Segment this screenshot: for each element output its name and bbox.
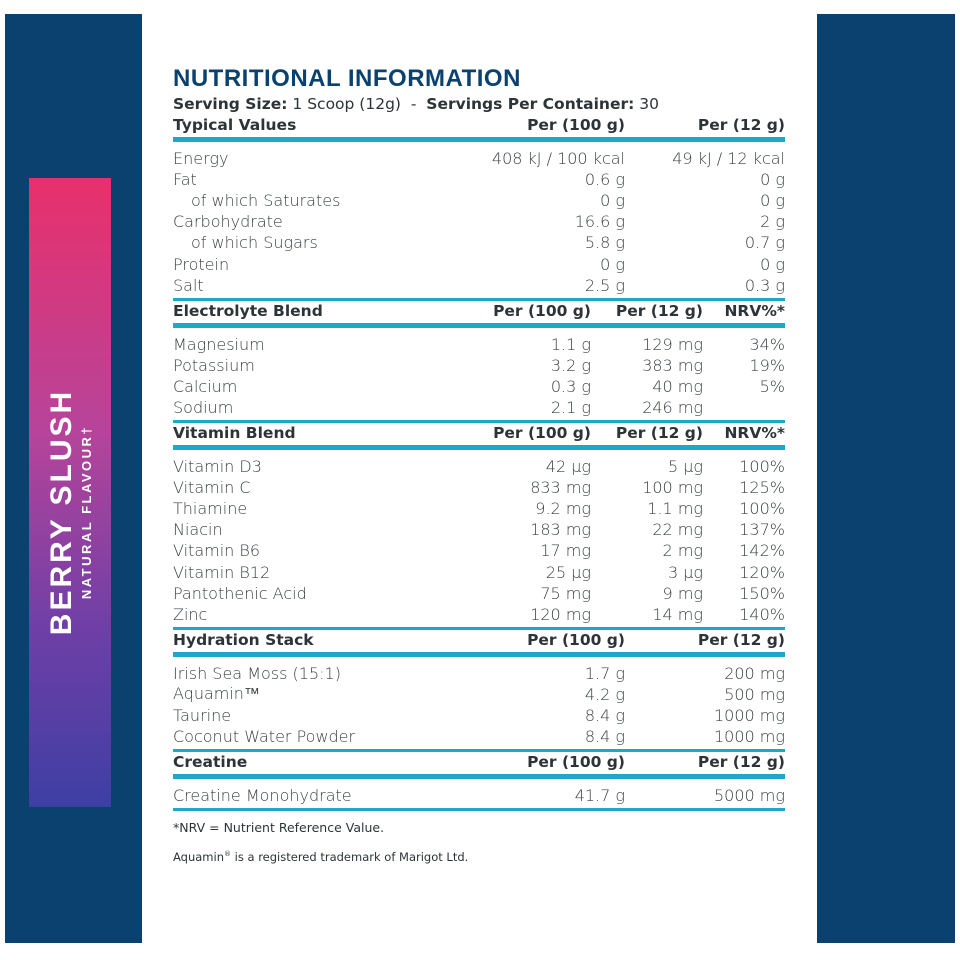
flavour-name: BERRY SLUSH <box>45 388 78 636</box>
flavour-label <box>45 389 95 635</box>
typical-rows <box>173 142 785 301</box>
vitamin-rows <box>173 450 785 630</box>
nrv-value: 5% <box>759 376 785 396</box>
per-12g-value: 246 mg <box>642 397 703 417</box>
per-100g-value: 0 g <box>600 191 625 211</box>
per-100g-value: 17 mg <box>540 541 591 561</box>
per-100g-value: 9.2 mg <box>535 499 591 519</box>
column-header-per-100g: Per (100 g) <box>493 301 591 320</box>
nutrient-name: Energy <box>173 149 229 169</box>
nutrient-name: Vitamin B6 <box>173 541 261 561</box>
nrv-value: 100% <box>739 499 785 519</box>
table-row <box>173 232 785 253</box>
per-100g-value: 0 g <box>600 254 625 274</box>
typical-values-section <box>173 115 785 301</box>
table-row <box>173 583 785 604</box>
per-12g-value: 0 g <box>760 254 785 274</box>
table-row <box>173 477 785 498</box>
table-row <box>173 519 785 540</box>
table-row <box>173 663 785 684</box>
per-12g-value: 40 mg <box>652 376 703 396</box>
table-row <box>173 355 785 376</box>
table-row <box>173 456 785 477</box>
per-100g-value: 42 µg <box>545 457 591 477</box>
nutrient-name: Salt <box>173 275 204 295</box>
per-12g-value: 200 mg <box>724 663 785 683</box>
nrv-value: 142% <box>739 541 785 561</box>
nutrient-name: Thiamine <box>173 499 248 519</box>
table-row <box>173 726 785 747</box>
table-row <box>173 211 785 232</box>
per-100g-value: 120 mg <box>530 604 591 624</box>
per-12g-value: 129 mg <box>642 334 703 354</box>
column-header-name: Hydration Stack <box>173 630 314 649</box>
per-100g-value: 4.2 g <box>584 684 625 704</box>
per-12g-value: 0.7 g <box>744 233 785 253</box>
serving-size-value: 1 Scoop (12g) <box>292 95 401 113</box>
nutrient-name: Aquamin™ <box>173 684 260 704</box>
per-100g-value: 1.7 g <box>584 663 625 683</box>
nutrient-name: of which Saturates <box>191 191 341 211</box>
per-12g-value: 2 mg <box>662 541 703 561</box>
per-100g-value: 833 mg <box>530 478 591 498</box>
nutrient-name: Vitamin D3 <box>173 457 262 477</box>
per-12g-value: 100 mg <box>642 478 703 498</box>
electrolyte-blend-section <box>173 301 785 423</box>
trademark-brand: Aquamin <box>173 850 224 865</box>
registered-mark: ® <box>224 850 231 859</box>
per-12g-value: 5 µg <box>667 457 703 477</box>
per-100g-value: 1.1 g <box>550 334 591 354</box>
table-row <box>173 705 785 726</box>
hydration-stack-section <box>173 630 785 752</box>
per-12g-value: 9 mg <box>662 583 703 603</box>
typical-header <box>173 115 785 142</box>
nutrition-panel <box>173 64 785 865</box>
per-12g-value: 1.1 mg <box>647 499 703 519</box>
per-12g-value: 2 g <box>760 212 785 232</box>
servings-per-container-label: Servings Per Container: <box>426 95 635 113</box>
column-header-per-100g: Per (100 g) <box>527 753 625 772</box>
nutrient-name: Vitamin B12 <box>173 562 271 582</box>
per-100g-value: 2.1 g <box>550 397 591 417</box>
vitamin-header <box>173 423 785 450</box>
per-100g-value: 41.7 g <box>574 786 625 806</box>
column-header-per-100g: Per (100 g) <box>493 424 591 443</box>
nrv-value: 19% <box>749 355 785 375</box>
nrv-value: 150% <box>739 583 785 603</box>
table-row <box>173 498 785 519</box>
nutrient-name: Pantothenic Acid <box>173 583 307 603</box>
table-row <box>173 376 785 397</box>
column-header-per-12g: Per (12 g) <box>697 630 785 649</box>
column-header-per-100g: Per (100 g) <box>527 116 625 134</box>
column-header-nrv: NRV%* <box>724 424 785 443</box>
table-row <box>173 169 785 190</box>
per-100g-value: 408 kJ / 100 kcal <box>491 149 625 169</box>
table-row <box>173 334 785 355</box>
trademark-text: is a registered trademark of Marigot Ltd. <box>231 850 469 865</box>
creatine-header <box>173 752 785 779</box>
nutrient-name: Carbohydrate <box>173 212 283 232</box>
table-row <box>173 540 785 561</box>
table-row <box>173 275 785 296</box>
servings-per-container-value: 30 <box>639 95 659 113</box>
nutrient-name: Protein <box>173 254 230 274</box>
serving-info <box>173 94 785 115</box>
per-100g-value: 0.3 g <box>550 376 591 396</box>
electrolyte-header <box>173 301 785 328</box>
creatine-rows <box>173 779 785 811</box>
table-row <box>173 253 785 274</box>
per-100g-value: 3.2 g <box>550 355 591 375</box>
column-header-per-12g: Per (12 g) <box>697 116 785 134</box>
column-header-per-12g: Per (12 g) <box>615 424 703 443</box>
nutrient-name: Magnesium <box>173 334 265 354</box>
table-row <box>173 604 785 625</box>
hydration-header <box>173 630 785 657</box>
table-row <box>173 785 785 806</box>
per-100g-value: 8.4 g <box>584 706 625 726</box>
per-12g-value: 0.3 g <box>744 275 785 295</box>
column-header-per-100g: Per (100 g) <box>527 630 625 649</box>
column-header-name: Electrolyte Blend <box>173 301 323 320</box>
per-12g-value: 0 g <box>760 170 785 190</box>
per-12g-value: 5000 mg <box>714 786 785 806</box>
column-header-per-12g: Per (12 g) <box>697 753 785 772</box>
nrv-value: 125% <box>739 478 785 498</box>
nutrient-name: of which Sugars <box>191 233 318 253</box>
nrv-value: 120% <box>739 562 785 582</box>
nutrient-name: Coconut Water Powder <box>173 727 356 747</box>
page-title: NUTRITIONAL INFORMATION <box>173 65 521 92</box>
nutrient-name: Irish Sea Moss (15:1) <box>173 663 341 683</box>
per-12g-value: 14 mg <box>652 604 703 624</box>
per-100g-value: 0.6 g <box>584 170 625 190</box>
nrv-footnote: *NRV = Nutrient Reference Value. <box>173 820 385 836</box>
nutrient-name: Sodium <box>173 397 234 417</box>
flavour-subtitle: NATURAL FLAVOUR† <box>79 424 94 600</box>
nutrient-name: Vitamin C <box>173 478 251 498</box>
nrv-value: 34% <box>749 334 785 354</box>
nutrient-name: Calcium <box>173 376 238 396</box>
nutrient-name: Zinc <box>173 604 208 624</box>
per-12g-value: 383 mg <box>642 355 703 375</box>
column-header-per-12g: Per (12 g) <box>615 301 703 320</box>
per-12g-value: 500 mg <box>724 684 785 704</box>
electrolyte-rows <box>173 328 785 423</box>
per-100g-value: 8.4 g <box>584 727 625 747</box>
creatine-section <box>173 752 785 811</box>
nrv-value: 140% <box>739 604 785 624</box>
per-100g-value: 25 µg <box>545 562 591 582</box>
nutrient-name: Niacin <box>173 520 223 540</box>
table-row <box>173 684 785 705</box>
per-12g-value: 49 kJ / 12 kcal <box>672 149 785 169</box>
per-12g-value: 1000 mg <box>714 706 785 726</box>
per-100g-value: 5.8 g <box>584 233 625 253</box>
per-12g-value: 22 mg <box>652 520 703 540</box>
per-12g-value: 3 µg <box>667 562 703 582</box>
hydration-rows <box>173 657 785 752</box>
column-header-name: Creatine <box>173 753 248 772</box>
nutrient-name: Fat <box>173 170 197 190</box>
nrv-value: 137% <box>739 520 785 540</box>
serving-size-label: Serving Size: <box>173 95 288 113</box>
nutrient-name: Creatine Monohydrate <box>173 786 352 806</box>
nutrient-name: Potassium <box>173 355 255 375</box>
per-100g-value: 16.6 g <box>574 212 625 232</box>
column-header-nrv: NRV%* <box>724 301 785 320</box>
vitamin-blend-section <box>173 423 785 630</box>
per-100g-value: 75 mg <box>540 583 591 603</box>
nutrient-name: Taurine <box>173 706 232 726</box>
table-row <box>173 190 785 211</box>
per-100g-value: 183 mg <box>530 520 591 540</box>
per-12g-value: 1000 mg <box>714 727 785 747</box>
nrv-value: 100% <box>739 457 785 477</box>
per-12g-value: 0 g <box>760 191 785 211</box>
right-side-panel <box>817 14 955 943</box>
table-row <box>173 397 785 418</box>
table-row <box>173 148 785 169</box>
column-header-name: Typical Values <box>173 116 297 134</box>
trademark-footnote <box>173 847 785 865</box>
column-header-name: Vitamin Blend <box>173 424 296 443</box>
serving-separator: - <box>410 95 417 113</box>
per-100g-value: 2.5 g <box>584 275 625 295</box>
table-row <box>173 562 785 583</box>
